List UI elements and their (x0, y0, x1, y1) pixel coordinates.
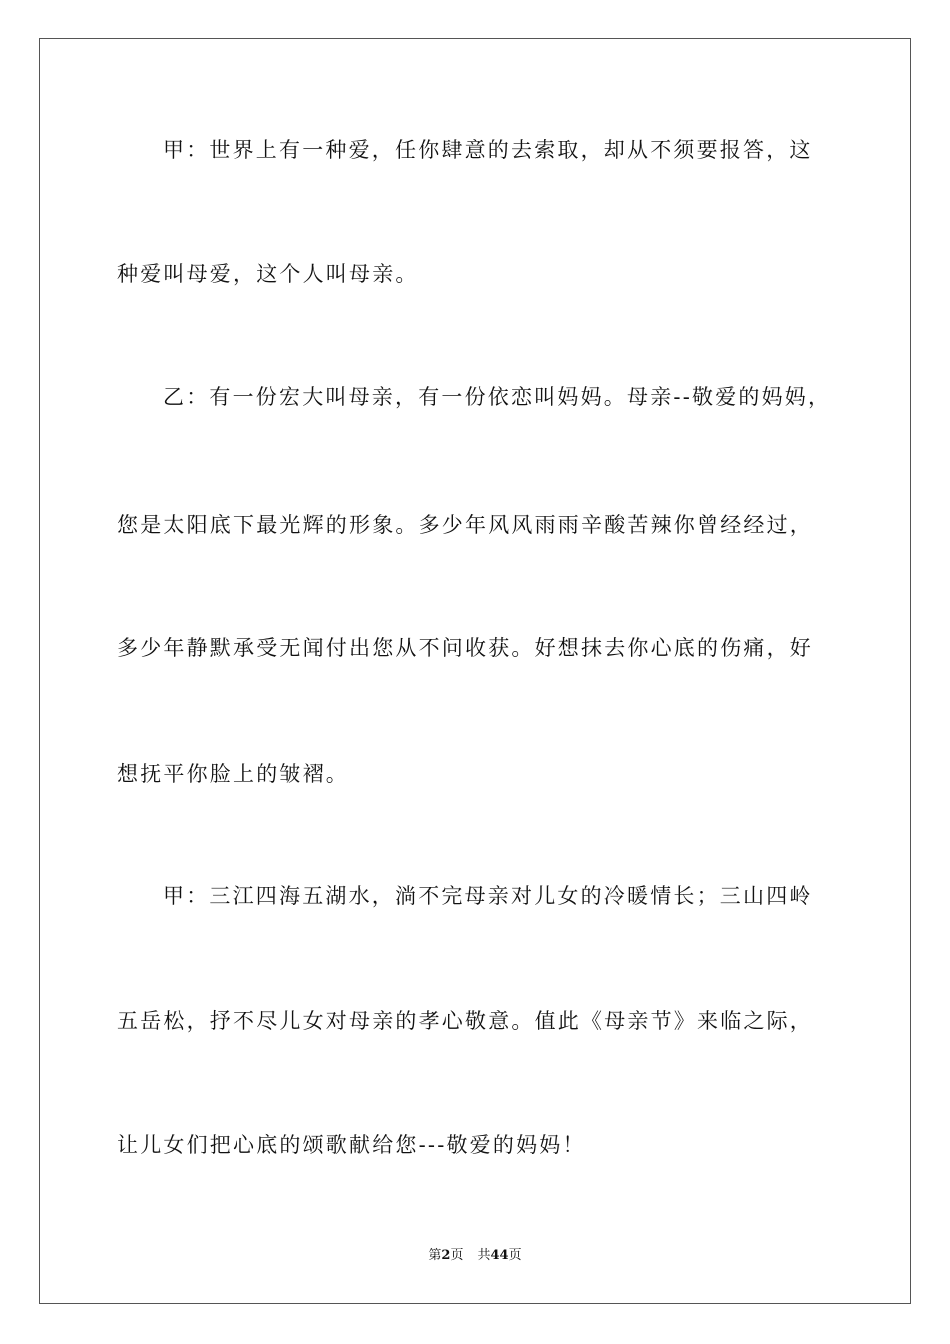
total-suffix: 页 (508, 1248, 522, 1263)
page-suffix: 页 (450, 1248, 464, 1263)
paragraph-3-line-2: 五岳松，抒不尽儿女对母亲的孝心敬意。值此《母亲节》来临之际， (117, 1009, 813, 1033)
total-pages: 44 (490, 1248, 509, 1263)
page-prefix: 第 (428, 1248, 442, 1263)
paragraph-1-line-1: 甲：世界上有一种爱，任你肆意的去索取，却从不须要报答，这 (163, 138, 813, 162)
page-border (39, 38, 911, 1304)
paragraph-3-line-3: 让儿女们把心底的颂歌献给您---敬爱的妈妈！ (117, 1133, 586, 1157)
paragraph-2-line-2: 您是太阳底下最光辉的形象。多少年风风雨雨辛酸苦辣你曾经经过， (117, 513, 813, 537)
paragraph-1-line-2: 种爱叫母爱，这个人叫母亲。 (117, 262, 419, 286)
paragraph-2-line-3: 多少年静默承受无闻付出您从不问收获。好想抹去你心底的伤痛，好 (117, 636, 813, 660)
page-number: 2 (441, 1248, 451, 1263)
paragraph-2-line-1: 乙：有一份宏大叫母亲，有一份依恋叫妈妈。母亲--敬爱的妈妈， (163, 385, 832, 409)
paragraph-3-line-1: 甲：三江四海五湖水，淌不完母亲对儿女的冷暖情长；三山四岭 (163, 884, 813, 908)
total-prefix: 共 (477, 1248, 491, 1263)
paragraph-2-line-4: 想抚平你脸上的皱褶。 (117, 762, 349, 786)
page-footer (0, 1247, 950, 1265)
